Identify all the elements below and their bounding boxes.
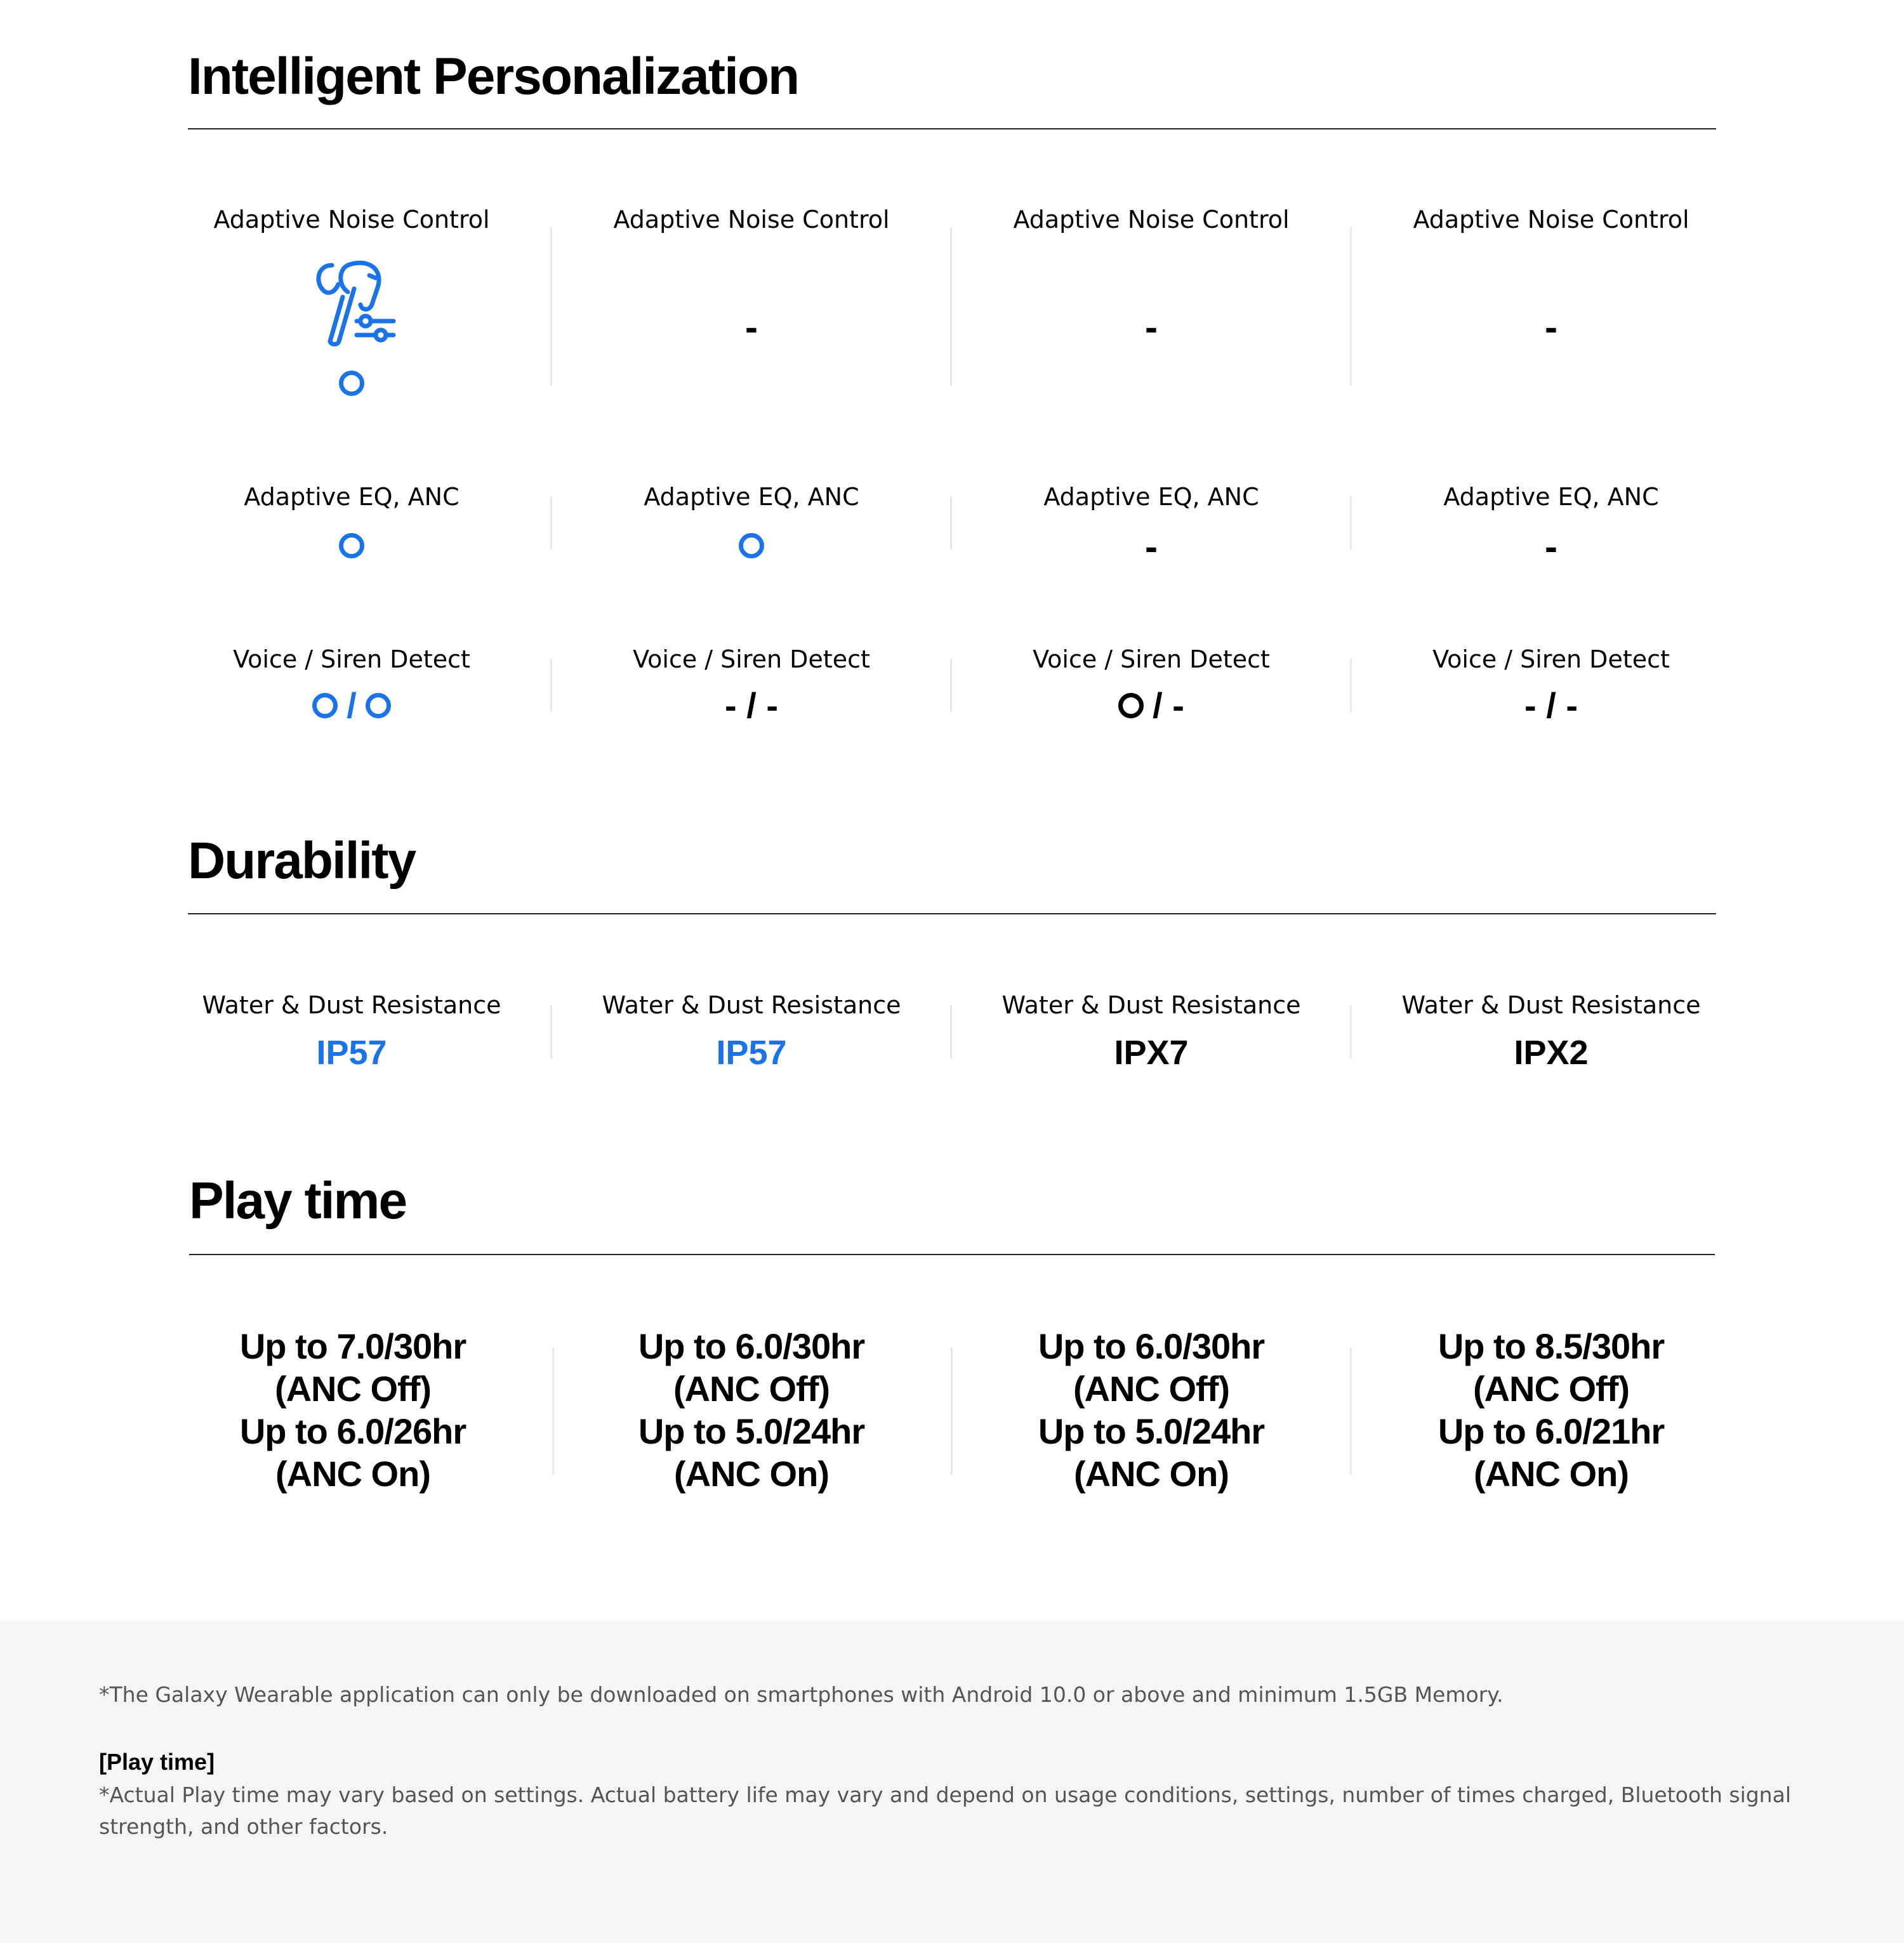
playtime-line: Up to 7.0/30hr [239,1326,466,1366]
eq-label: Adaptive EQ, ANC [1443,483,1659,511]
playtime-value [1352,1325,1750,1495]
voice-value [952,685,1351,725]
playtime-line: Up to 5.0/24hr [638,1411,865,1451]
playtime-line: Up to 8.5/30hr [1438,1326,1665,1366]
playtime-value [152,1325,553,1495]
eq-label: Adaptive EQ, ANC [244,483,459,511]
playtime-line: (ANC Off) [673,1369,830,1409]
resistance-label: Water & Dust Resistance [202,991,501,1019]
resistance-label: Water & Dust Resistance [1002,991,1301,1019]
playtime-line: (ANC Off) [1472,1369,1630,1409]
playtime-line: (ANC On) [275,1454,430,1494]
voice-label: Voice / Siren Detect [633,645,870,673]
section-title-durability: Durability [188,832,416,890]
anc-value: - [1545,306,1557,348]
resistance-label: Water & Dust Resistance [1401,991,1701,1019]
disclaimer-panel [0,1621,1904,1943]
voice-label: Voice / Siren Detect [233,645,470,673]
playtime-line: Up to 6.0/30hr [1038,1326,1265,1366]
anc-label: Adaptive Noise Control [1013,206,1290,234]
available-indicator [739,533,764,558]
resistance-rating: IP57 [316,1034,387,1072]
available-indicator [366,693,391,718]
playtime-line: Up to 6.0/30hr [638,1326,865,1366]
earbud-settings-icon [303,254,399,349]
playtime-line: (ANC On) [1474,1454,1629,1494]
anc-value: - [745,306,758,348]
playtime-line: Up to 6.0/21hr [1438,1411,1665,1451]
playtime-line: (ANC On) [674,1454,829,1494]
column-divider [550,227,552,386]
resistance-rating: IPX7 [1114,1034,1189,1072]
anc-label: Adaptive Noise Control [213,206,490,234]
resistance-rating: IP57 [716,1034,787,1072]
available-indicator [312,693,338,718]
anc-label: Adaptive Noise Control [613,206,890,234]
resistance-label: Water & Dust Resistance [602,991,901,1019]
playtime-line: Up to 6.0/26hr [239,1411,466,1451]
eq-value: - [1545,525,1557,568]
eq-label: Adaptive EQ, ANC [1043,483,1259,511]
column-divider [1350,227,1352,386]
column-divider [950,227,952,386]
playtime-line: (ANC Off) [274,1369,432,1409]
section-divider [189,1254,1715,1255]
voice-value: - / - [725,685,778,725]
playtime-value [552,1325,951,1495]
playtime-line: Up to 5.0/24hr [1038,1411,1265,1451]
anc-label: Adaptive Noise Control [1413,206,1689,234]
section-divider [188,913,1716,914]
voice-value-suffix: / - [1153,685,1184,725]
available-indicator [339,533,364,558]
separator-slash: / [347,685,357,725]
section-title-playtime: Play time [189,1172,407,1230]
disclaimer-playtime-heading: [Play time] [99,1749,215,1775]
disclaimer-playtime: *Actual Play time may vary based on settings. Actual battery life may vary and depend on usage conditions, settings, number of times charged, Bluetooth signal strength, and other factors. [99,1782,1791,1839]
eq-value: - [1145,525,1158,568]
voice-value [152,685,551,725]
available-indicator [339,371,364,396]
section-divider [188,128,1716,129]
available-indicator [1118,693,1144,718]
voice-value: - / - [1524,685,1578,725]
playtime-line: (ANC On) [1074,1454,1229,1494]
playtime-line: (ANC Off) [1073,1369,1230,1409]
anc-value: - [1145,306,1158,348]
voice-label: Voice / Siren Detect [1033,645,1270,673]
resistance-rating: IPX2 [1514,1034,1589,1072]
playtime-value [952,1325,1351,1495]
disclaimer-app: *The Galaxy Wearable application can only be downloaded on smartphones with Android 10.0 or above and minimum 1.5GB Memory. [99,1682,1504,1707]
voice-label: Voice / Siren Detect [1432,645,1670,673]
eq-label: Adaptive EQ, ANC [644,483,859,511]
section-title-personalization: Intelligent Personalization [188,48,799,105]
